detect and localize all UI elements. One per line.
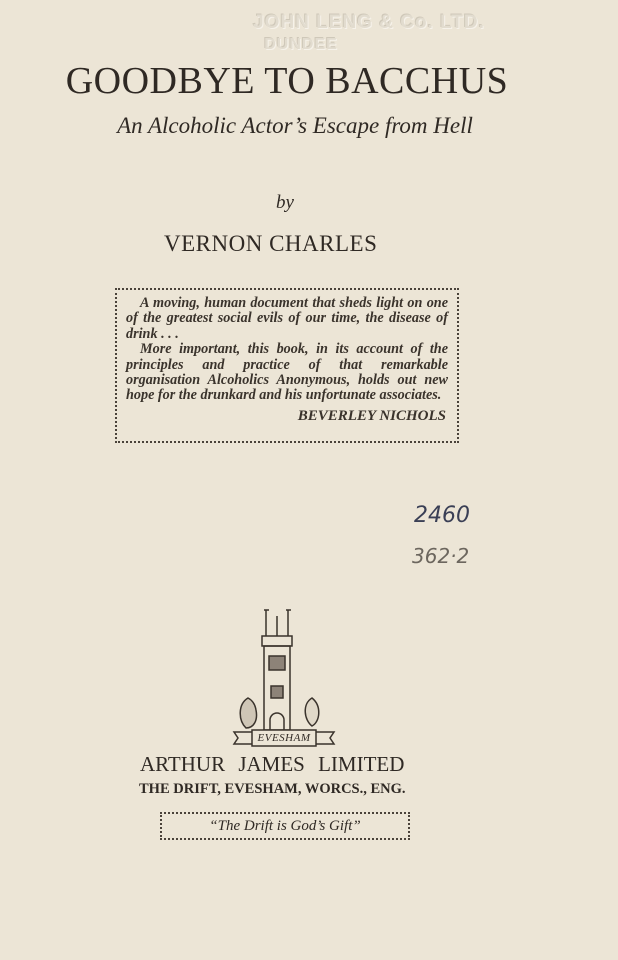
embossed-stamp-line2: DUNDEE	[264, 36, 338, 53]
church-tower-icon	[228, 606, 340, 752]
endorsement-paragraph-2: More important, this book, in its account of the principles and practice of that remarkable organisation Alcoholics Anonymous, holds out new hope for the drunkard and his unfortunate associates.	[126, 341, 448, 404]
publisher-address: THE DRIFT, EVESHAM, WORCS., ENG.	[139, 781, 406, 797]
publisher-name: ARTHUR JAMES LIMITED	[140, 752, 405, 776]
handwritten-classification: 362·2	[412, 544, 470, 568]
author-name: VERNON CHARLES	[164, 231, 378, 256]
logo-banner-text: EVESHAM	[257, 732, 311, 744]
endorsement-box	[115, 288, 459, 443]
book-title: GOODBYE TO BACCHUS	[65, 60, 509, 102]
endorsement-attribution: BEVERLEY NICHOLS	[297, 407, 446, 424]
embossed-stamp-line1: JOHN LENG & Co. LTD.	[253, 12, 485, 33]
endorsement-paragraph-1: A moving, human document that sheds light on one of the greatest social evils of our time, the disease of drink . . .	[126, 295, 448, 342]
publisher-motto: “The Drift is God’s Gift”	[160, 812, 410, 840]
by-label: by	[276, 192, 294, 213]
book-subtitle: An Alcoholic Actor’s Escape from Hell	[117, 113, 473, 138]
handwritten-accession-number: 2460	[414, 503, 470, 528]
